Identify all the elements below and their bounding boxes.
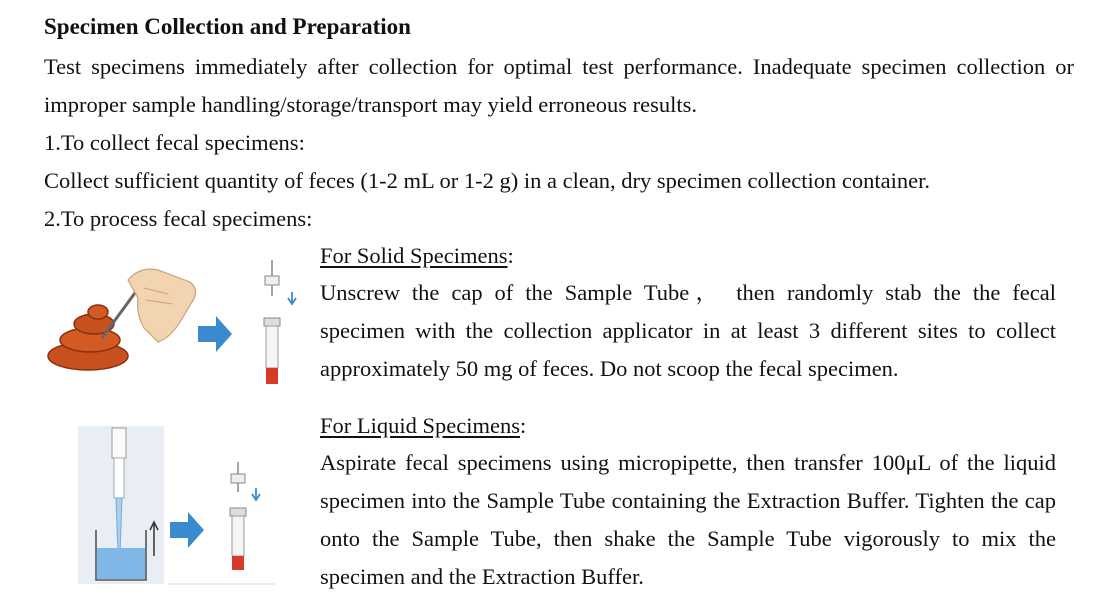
step1-text: Collect sufficient quantity of feces (1-2 mL or 1-2 g) in a clean, dry specimen collection container. [44, 168, 930, 193]
liquid-specimen-title: For Liquid Specimens [320, 413, 520, 438]
document [44, 12, 1074, 238]
sample-tube-icon [264, 318, 280, 384]
feces-icon [48, 305, 128, 370]
right-arrow-icon [198, 316, 232, 352]
down-arrow-icon [288, 292, 296, 304]
solid-specimen-title: For Solid Specimens [320, 243, 508, 268]
sample-tube-cap-icon [265, 260, 279, 296]
intro-paragraph: Test specimens immediately after collection for optimal test performance. Inadequate specimen collection or improper sample handling/storage/transport may yield erroneous results. [44, 54, 1074, 117]
section-heading: Specimen Collection and Preparation [44, 14, 411, 39]
liquid-specimen-text [320, 408, 1056, 596]
step1-title: 1.To collect fecal specimens: [44, 130, 305, 155]
solid-specimen-text [320, 238, 1056, 388]
sample-tube-cap-icon [231, 462, 245, 492]
liquid-specimen-instructions: Aspirate fecal specimens using micropipette, then transfer 100μL of the liquid specimen into the Sample Tube containing the Extraction Buffer. Tighten the cap onto the Sample Tube, then shake the Sample Tube vigorously to mix the specimen and the Extraction Buffer. [320, 450, 1056, 589]
hand-icon [128, 269, 196, 342]
liquid-specimen-colon: : [519, 413, 527, 438]
step2-title: 2.To process fecal specimens: [44, 206, 313, 231]
sample-tube-icon [230, 508, 246, 570]
solid-specimen-colon: : [507, 243, 514, 268]
right-arrow-icon [170, 512, 204, 548]
down-arrow-icon [252, 488, 260, 500]
liquid-specimen-section [0, 408, 1100, 598]
solid-specimen-instructions: Unscrew the cap of the Sample Tube， then randomly stab the the fecal specimen with the collection applicator in at least 3 different sites to collect approximately 50 mg of feces. Do not scoop the fecal specimen. [320, 280, 1056, 381]
solid-specimen-section [0, 238, 1100, 388]
liquid-specimen-illustration [78, 426, 278, 586]
solid-specimen-illustration [40, 258, 300, 388]
